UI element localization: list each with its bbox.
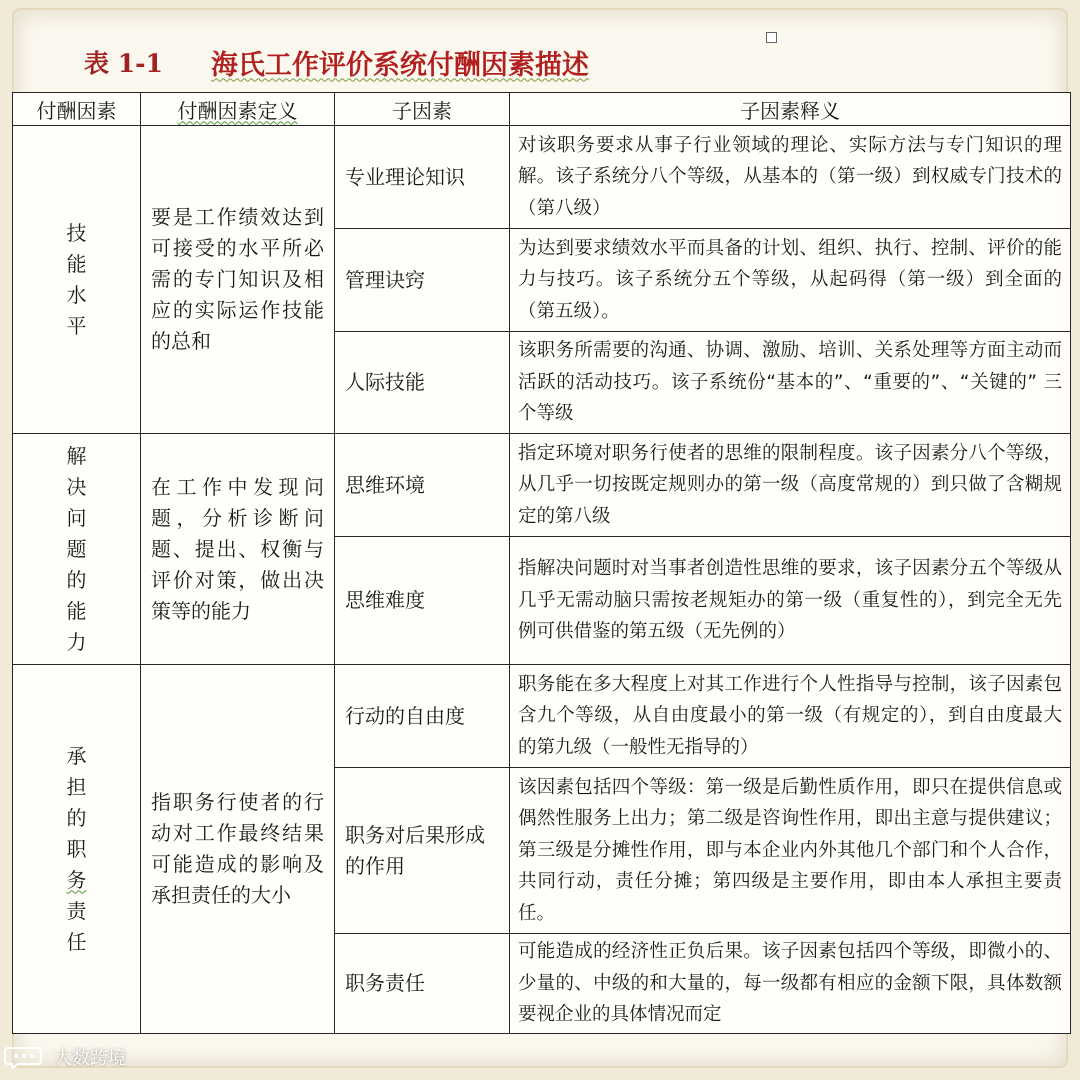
factor-char: 承 [66,743,87,768]
factor-cell-problem-solving [13,434,141,665]
subfactor-cell: 职务对后果形成的作用 [335,768,510,934]
explanation-cell: 指定环境对职务行使者的思维的限制程度。该子因素分八个等级，从几乎一切按既定规则办的第一级（高度常规的）到只做了含糊规定的第八级 [510,434,1071,537]
definition-cell: 要是工作绩效达到可接受的水平所必需的专门知识及相应的实际运作技能的总和 [141,126,335,434]
explanation-cell: 对该职务要求从事子行业领域的理论、实际方法与专门知识的理解。该子系统分八个等级，从基本的（第一级）到权威专门技术的（第八级） [510,126,1071,229]
factor-char: 水 [66,282,87,307]
chat-bubble-icon [4,1045,50,1069]
factor-char: 决 [66,474,87,499]
column-header-definition-label: 付酬因素定义 [177,98,298,123]
factor-char: 技 [66,220,87,245]
table-number: 表 1-1 [84,49,163,78]
column-header-subfactor: 子因素 [335,93,510,126]
factor-char: 问 [66,505,87,530]
subfactor-cell: 专业理论知识 [335,126,510,229]
factor-cell-accountability [13,665,141,1034]
subfactor-cell: 管理诀窍 [335,229,510,332]
table-header-row [13,93,1071,126]
factor-char: 职 [66,836,87,861]
factor-cell-skill [13,126,141,434]
subfactor-cell: 行动的自由度 [335,665,510,768]
pin-mark [766,32,777,43]
column-header-definition [141,93,335,126]
factor-char: 能 [66,251,87,276]
explanation-cell: 为达到要求绩效水平而具备的计划、组织、执行、控制、评价的能力与技巧。该子系统分五个等级，从起码得（第一级）到全面的（第五级）。 [510,229,1071,332]
subfactor-cell: 思维环境 [335,434,510,537]
factor-table [12,92,1071,1034]
subfactor-cell: 职务责任 [335,934,510,1034]
explanation-cell: 指解决问题时对当事者创造性思维的要求，该子因素分五个等级从几乎无需动脑只需按老规矩办的第一级（重复性的），到完全无先例可供借鉴的第五级（无先例的） [510,537,1071,665]
page-title: 海氏工作评价系统付酬因素描述 [210,49,589,81]
factor-char: 任 [66,929,87,954]
subfactor-cell: 思维难度 [335,537,510,665]
definition-cell: 指职务行使者的行动对工作最终结果可能造成的影响及承担责任的大小 [141,665,335,1034]
title-row [84,40,589,84]
table-row [13,434,1071,537]
factor-char: 的 [66,805,87,830]
table-row [13,126,1071,229]
factor-char: 平 [66,313,87,338]
watermark [4,1044,126,1070]
subfactor-cell: 人际技能 [335,332,510,434]
factor-char: 担 [66,774,87,799]
table-row [13,665,1071,768]
factor-char: 题 [66,536,87,561]
factor-char: 力 [66,629,87,654]
column-header-factor: 付酬因素 [13,93,141,126]
column-header-explanation: 子因素释义 [510,93,1071,126]
factor-char: 责 [66,898,87,923]
explanation-cell: 该职务所需要的沟通、协调、激励、培训、关系处理等方面主动而活跃的活动技巧。该子系统份“基本的”、“重要的”、“关键的” 三个等级 [510,332,1071,434]
definition-cell: 在工作中发现问题，分析诊断问题、提出、权衡与评价对策，做出决策等的能力 [141,434,335,665]
explanation-cell: 可能造成的经济性正负后果。该子因素包括四个等级，即微小的、少量的、中级的和大量的，每一级都有相应的金额下限，具体数额要视企业的具体情况而定 [510,934,1071,1034]
factor-char: 的 [66,567,87,592]
factor-char: 能 [66,598,87,623]
watermark-text: 大数跨境 [54,1048,126,1069]
factor-char: 解 [66,443,87,468]
explanation-cell: 职务能在多大程度上对其工作进行个人性指导与控制，该子因素包含九个等级，从自由度最小的第一级（有规定的），到自由度最大的第九级（一般性无指导的） [510,665,1071,768]
explanation-cell: 该因素包括四个等级：第一级是后勤性质作用，即只在提供信息或偶然性服务上出力；第二级是咨询性作用，即出主意与提供建议；第三级是分摊性作用，即与本企业内外其他几个部门和个人合作，共同行动，责任分摊；第四级是主要作用，即由本人承担主要责任。 [510,768,1071,934]
factor-char: 务 [66,867,87,892]
